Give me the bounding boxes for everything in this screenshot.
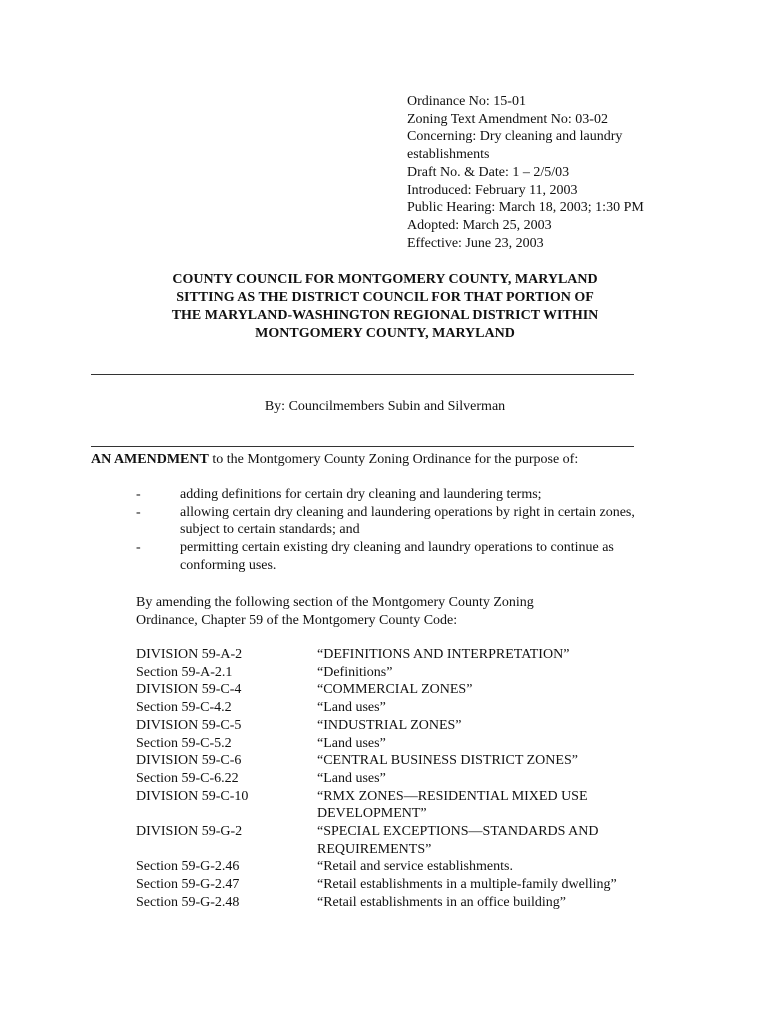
section-id: DIVISION 59-C-5 (136, 717, 242, 733)
section-title: “Land uses” (317, 700, 386, 716)
section-title: “DEFINITIONS AND INTERPRETATION” (317, 647, 570, 662)
section-title: “COMMERCIAL ZONES” (317, 682, 473, 698)
section-id: Section 59-C-6.22 (136, 770, 239, 786)
section-id: Section 59-G-2.46 (136, 859, 240, 875)
section-id: DIVISION 59-C-6 (136, 753, 242, 769)
section-id: Section 59-G-2.48 (136, 894, 240, 910)
section-id: DIVISION 59-A-2 (136, 647, 243, 662)
section-row (136, 770, 676, 788)
dash-bullet: - (136, 540, 141, 556)
purpose-item (136, 504, 656, 539)
ordinance-header (407, 93, 727, 252)
council-title-line: MONTGOMERY COUNTY, MARYLAND (255, 326, 515, 341)
effective-date: Effective: June 23, 2003 (407, 235, 544, 251)
sections-table (136, 646, 676, 912)
section-id: DIVISION 59-C-10 (136, 788, 249, 804)
council-title-line: COUNTY COUNCIL FOR MONTGOMERY COUNTY, MARYLAND (172, 272, 598, 287)
section-row (136, 823, 676, 858)
ordinance-number: Ordinance No: 15-01 (407, 94, 526, 109)
amendment-intro (91, 451, 578, 469)
section-row (136, 858, 676, 876)
section-row (136, 894, 676, 912)
section-row (136, 681, 676, 699)
sponsors-line: By: Councilmembers Subin and Silverman (264, 399, 506, 414)
section-title: “INDUSTRIAL ZONES” (317, 717, 462, 733)
section-row (136, 699, 676, 717)
zta-number: Zoning Text Amendment No: 03-02 (407, 111, 608, 127)
concerning-line-1: Concerning: Dry cleaning and laundry (407, 129, 623, 145)
section-row (136, 646, 676, 664)
section-title: “Land uses” (317, 770, 386, 786)
dash-bullet: - (136, 487, 141, 502)
section-title: “SPECIAL EXCEPTIONS—STANDARDS AND REQUIREMENTS” (317, 824, 599, 857)
purpose-list (136, 486, 656, 575)
section-id: Section 59-A-2.1 (136, 664, 233, 680)
concerning-line-2: establishments (407, 147, 490, 163)
council-title-line: THE MARYLAND-WASHINGTON REGIONAL DISTRICT WITHIN (171, 308, 599, 323)
section-title: “Retail establishments in an office building” (317, 894, 566, 910)
section-id: DIVISION 59-C-4 (136, 682, 242, 698)
section-row (136, 876, 676, 894)
section-row (136, 788, 676, 823)
draft-number-date: Draft No. & Date: 1 – 2/5/03 (407, 164, 570, 180)
section-id: DIVISION 59-G-2 (136, 824, 243, 840)
section-title: “CENTRAL BUSINESS DISTRICT ZONES” (317, 753, 578, 769)
amendment-lead: AN AMENDMENT (91, 452, 209, 467)
amending-paragraph: By amending the following section of the Montgomery County Zoning Ordinance, Chapter 59 of the Montgomery County Code: (136, 595, 534, 628)
section-row (136, 752, 676, 770)
divider-rule (91, 374, 634, 375)
divider-rule (91, 446, 634, 447)
section-row (136, 735, 676, 753)
section-title: “Retail and service establishments. (317, 859, 513, 875)
section-id: Section 59-G-2.47 (136, 877, 240, 893)
introduced-date: Introduced: February 11, 2003 (407, 182, 578, 198)
section-row (136, 664, 676, 682)
purpose-item (136, 486, 656, 504)
section-title: “Land uses” (317, 735, 386, 751)
section-id: Section 59-C-4.2 (136, 700, 232, 716)
dash-bullet: - (136, 504, 141, 520)
purpose-text: adding definitions for certain dry cleaning and laundering terms; (180, 487, 542, 502)
council-title (100, 271, 670, 343)
section-title: “RMX ZONES—RESIDENTIAL MIXED USE DEVELOPMENT” (317, 788, 588, 822)
section-title: “Retail establishments in a multiple-family dwelling” (317, 877, 617, 893)
public-hearing-date: Public Hearing: March 18, 2003; 1:30 PM (407, 200, 644, 216)
section-row (136, 717, 676, 735)
purpose-text: permitting certain existing dry cleaning and laundry operations to continue as conforming uses. (180, 540, 614, 573)
amendment-rest: to the Montgomery County Zoning Ordinance for the purpose of: (208, 452, 579, 467)
adopted-date: Adopted: March 25, 2003 (407, 217, 552, 233)
council-title-line: SITTING AS THE DISTRICT COUNCIL FOR THAT PORTION OF (176, 290, 594, 305)
section-id: Section 59-C-5.2 (136, 735, 232, 751)
section-title: “Definitions” (317, 664, 393, 680)
purpose-item (136, 539, 656, 574)
purpose-text: allowing certain dry cleaning and laundering operations by right in certain zones, subject to certain standards; and (180, 504, 635, 538)
